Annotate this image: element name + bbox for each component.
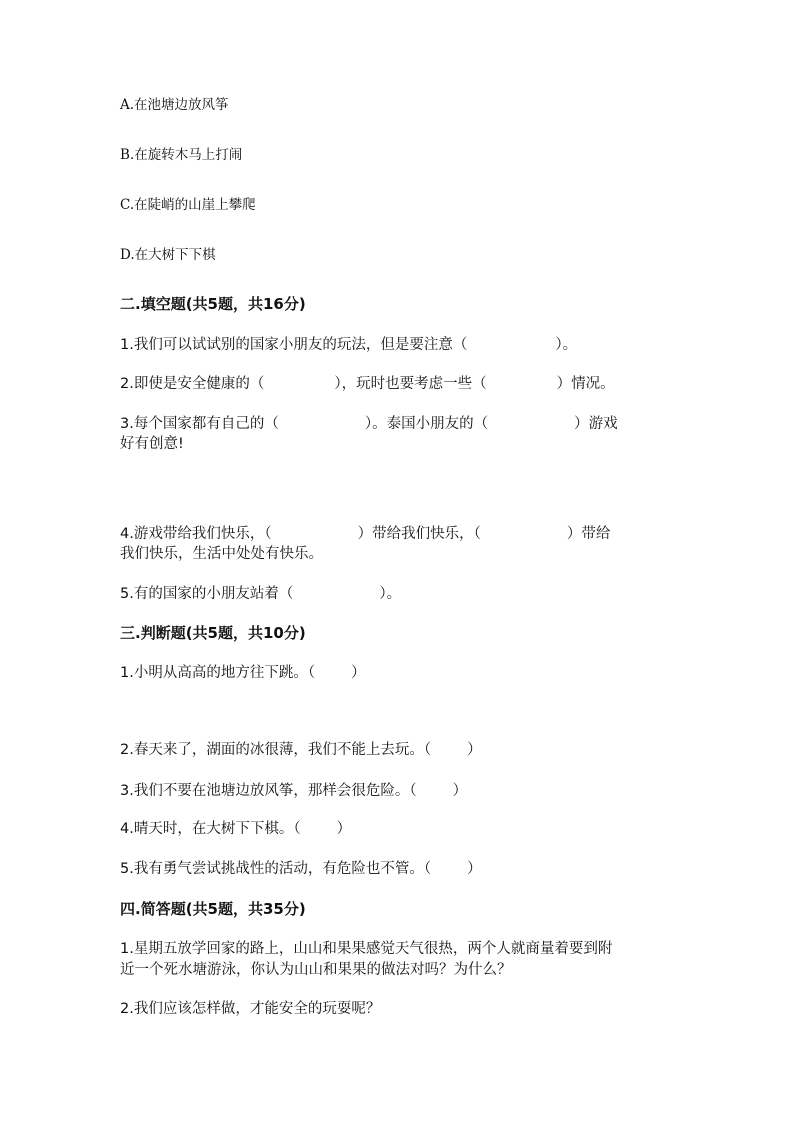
judge-q1-text-a: 1.小明从高高的地方往下跳。（ (120, 665, 316, 681)
judge-q3-text-a: 3.我们不要在池塘边放风筝，那样会很危险。（ (120, 783, 417, 799)
judge-q1-text-b: ） (351, 665, 366, 681)
fill-question-5 (120, 587, 401, 602)
section-heading-judge: 三.判断题(共5题，共10分) (120, 624, 306, 642)
fill-q3-text-c: ）游戏 (574, 416, 618, 432)
option-c: C.在陡峭的山崖上攀爬 (120, 197, 256, 213)
fill-q1-text-b: ）。 (555, 337, 578, 353)
option-b: B.在旋转木马上打闹 (120, 147, 243, 163)
fill-q3-text-a: 3.每个国家都有自己的（ (120, 416, 279, 432)
judge-q5-text-a: 5.我有勇气尝试挑战性的活动，有危险也不管。（ (120, 861, 432, 877)
judge-q3-text-b: ） (452, 783, 468, 799)
fill-q5-text-a: 5.有的国家的小朋友站着（ (120, 586, 294, 602)
fill-question-2 (120, 377, 615, 392)
judge-q2-text-a: 2.春天来了，湖面的冰很薄，我们不能上去玩。（ (120, 742, 432, 758)
fill-q3-continuation: 好有创意! (120, 436, 184, 452)
fill-question-3 (120, 417, 618, 432)
short-question-1: 1.星期五放学回家的路上，山山和果果感觉天气很热，两个人就商量着要到附 (120, 941, 613, 957)
judge-question-2 (120, 743, 482, 758)
option-a: A.在池塘边放风筝 (120, 97, 229, 113)
fill-q2-text-b: ），玩时也要考虑一些（ (334, 376, 487, 392)
judge-q2-text-b: ） (467, 742, 482, 758)
judge-q5-text-b: ） (467, 861, 482, 877)
judge-question-3 (120, 784, 467, 799)
judge-question-1 (120, 666, 366, 681)
judge-q4-text-b: ） (336, 821, 352, 837)
fill-q3-text-b: ）。泰国小朋友的（ (364, 416, 489, 432)
section-heading-short: 四.简答题(共5题，共35分) (120, 900, 306, 918)
short-q1-continuation: 近一个死水塘游泳，你认为山山和果果的做法对吗？为什么？ (120, 962, 512, 978)
option-d: D.在大树下下棋 (120, 247, 216, 263)
judge-question-4 (120, 822, 351, 837)
judge-question-5 (120, 862, 482, 877)
fill-question-1 (120, 338, 577, 353)
fill-q1-text-a: 1.我们可以试试别的国家小朋友的玩法，但是要注意（ (120, 337, 468, 353)
fill-q4-text-c: ）带给 (566, 526, 611, 542)
fill-q4-text-b: ）带给我们快乐，（ (357, 526, 481, 542)
judge-q4-text-a: 4.晴天时，在大树下下棋。（ (120, 821, 301, 837)
fill-q4-continuation: 我们快乐，生活中处处有快乐。 (120, 546, 323, 562)
fill-q5-text-b: ）。 (379, 586, 402, 602)
fill-q4-text-a: 4.游戏带给我们快乐，（ (120, 526, 272, 542)
fill-q2-text-c: ）情况。 (556, 376, 615, 392)
short-question-2: 2.我们应该怎样做，才能安全的玩耍呢？ (120, 1001, 381, 1017)
section-heading-fill: 二.填空题(共5题，共16分) (120, 295, 306, 313)
fill-q2-text-a: 2.即使是安全健康的（ (120, 376, 265, 392)
fill-question-4 (120, 527, 610, 542)
